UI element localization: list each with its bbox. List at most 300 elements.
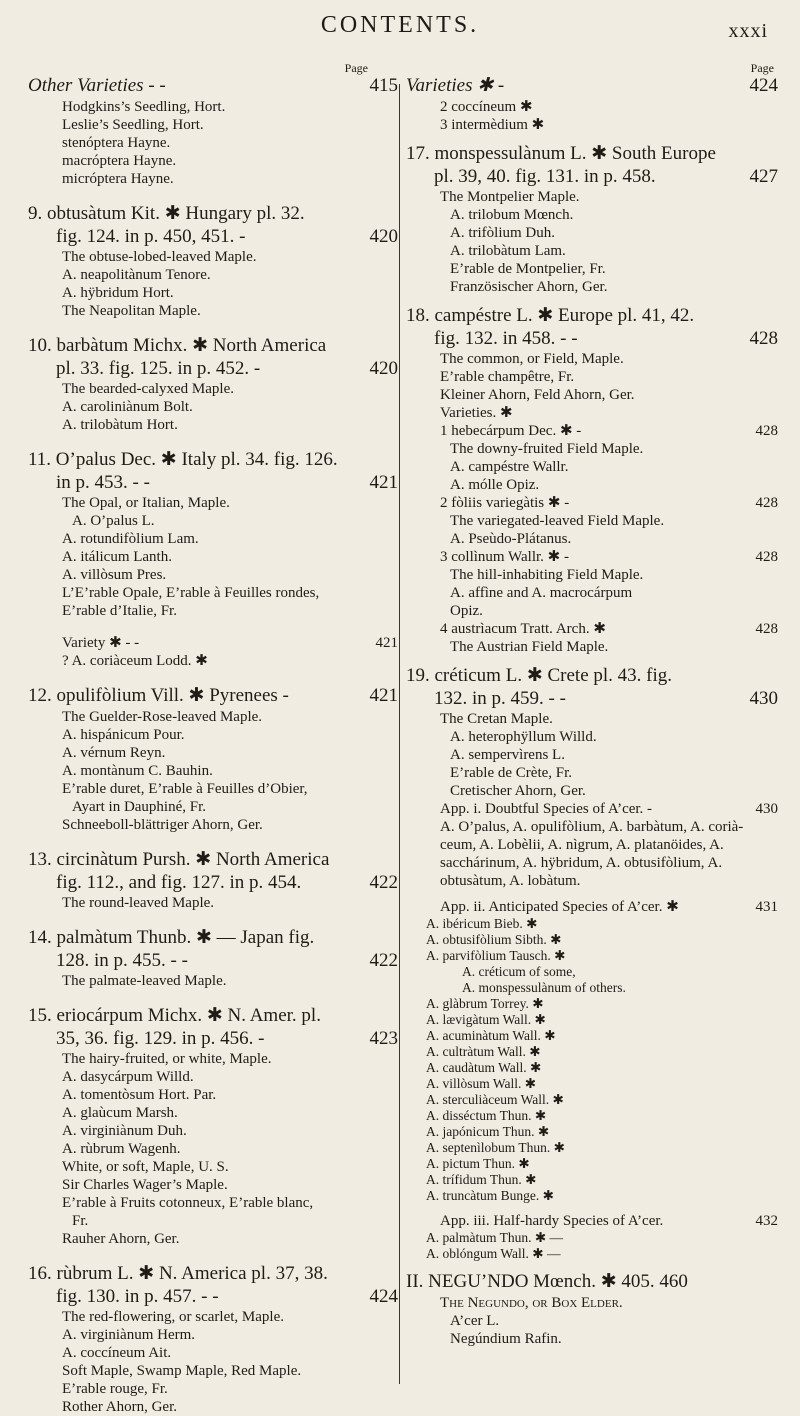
entry-line xyxy=(406,98,778,116)
entry-line xyxy=(28,1194,398,1212)
entry-line xyxy=(406,368,778,386)
entry-line xyxy=(406,1172,778,1188)
entry-text: Rother Ahorn, Ger. xyxy=(62,1399,177,1415)
entry-page-number: 431 xyxy=(755,899,778,915)
entry-line xyxy=(28,1326,398,1344)
entry-text: Hodgkins’s Seedling, Hort. xyxy=(62,99,226,115)
entry-text: A. dasycárpum Willd. xyxy=(62,1069,194,1085)
entry-text: pl. 39, 40. fig. 131. in p. 458. xyxy=(434,166,656,187)
entry-text: A. trilobum Mœnch. xyxy=(450,207,574,223)
entry-text: Other Varieties - - xyxy=(28,75,166,96)
entry-page-number: 420 xyxy=(369,226,398,247)
entry-line xyxy=(28,744,398,762)
entry-text: micróptera Hayne. xyxy=(62,171,174,187)
entry-line xyxy=(406,996,778,1012)
entry-line xyxy=(406,764,778,782)
entry-text: A. créticum of some, xyxy=(462,964,576,979)
entry-line xyxy=(28,1050,398,1068)
entry-text: 1 hebecárpum Dec. ✱ - xyxy=(440,423,582,439)
entry-line xyxy=(28,74,398,98)
entry-line xyxy=(406,1294,778,1312)
entry-text: A. hispánicum Pour. xyxy=(62,727,185,743)
entry-line xyxy=(28,708,398,726)
entry-line xyxy=(406,476,778,494)
entry-text: 3 intermèdium ✱ xyxy=(440,117,545,133)
entry-line xyxy=(28,1344,398,1362)
entry-line xyxy=(406,818,778,836)
entry-line xyxy=(406,142,778,166)
entry-line xyxy=(28,848,398,872)
entry-text: Französischer Ahorn, Ger. xyxy=(450,279,608,295)
entry-text: fig. 132. in 458. - - xyxy=(434,328,578,349)
entry-line xyxy=(28,816,398,834)
entry-line xyxy=(406,206,778,224)
entry-line xyxy=(406,404,778,422)
entry-line xyxy=(406,584,778,602)
entry-text: The variegated-leaved Field Maple. xyxy=(450,513,665,529)
entry-text: A. villòsum Pres. xyxy=(62,567,167,583)
entry-line xyxy=(406,1076,778,1092)
entry-text: Fr. xyxy=(72,1213,89,1229)
entry-text: 2 coccíneum ✱ xyxy=(440,99,533,115)
entry-line xyxy=(406,530,778,548)
entry-text: Varieties. ✱ xyxy=(440,405,513,421)
entry-page-number: 428 xyxy=(749,328,778,349)
entry-line xyxy=(406,74,778,98)
entry-line xyxy=(28,226,398,248)
entry-line xyxy=(406,664,778,688)
entry-line xyxy=(28,1158,398,1176)
entry-text: A. affìne and A. macrocárpum xyxy=(450,585,633,601)
entry-line xyxy=(28,894,398,912)
entry-line xyxy=(28,152,398,170)
entry-text: The Guelder-Rose-leaved Maple. xyxy=(62,709,263,725)
entry-line xyxy=(28,1308,398,1326)
spacer xyxy=(28,620,398,634)
entry-line xyxy=(406,1312,778,1330)
entry-page-number: 421 xyxy=(369,472,398,493)
entry-text: A. O’palus, A. opulifòlium, A. barbàtum, A. corià- xyxy=(440,819,744,835)
entry-line xyxy=(28,950,398,972)
entry-line xyxy=(406,278,778,296)
entry-text: A. disséctum Thun. ✱ xyxy=(426,1108,547,1123)
entry-text: 16. rùbrum L. ✱ N. America pl. 37, 38. xyxy=(28,1263,328,1284)
entry-line xyxy=(406,1230,778,1246)
entry-page-number: 430 xyxy=(749,688,778,709)
spacer xyxy=(406,134,778,142)
entry-text: The Montpelier Maple. xyxy=(440,189,580,205)
entry-text: 10. barbàtum Michx. ✱ North America xyxy=(28,335,327,356)
entry-text: 15. eriocárpum Michx. ✱ N. Amer. pl. xyxy=(28,1005,321,1026)
entry-line xyxy=(406,224,778,242)
entry-line xyxy=(28,1380,398,1398)
entry-line xyxy=(406,1246,778,1262)
entry-text: fig. 124. in p. 450, 451. - xyxy=(56,226,246,247)
entry-line xyxy=(406,932,778,948)
entry-line xyxy=(28,494,398,512)
entry-line xyxy=(406,710,778,728)
entry-line xyxy=(406,566,778,584)
entry-text: App. iii. Half-hardy Species of A’cer. xyxy=(440,1213,664,1229)
entry-line xyxy=(406,1330,778,1348)
entry-text: A. heterophÿllum Willd. xyxy=(450,729,597,745)
entry-line xyxy=(406,1012,778,1028)
entry-line xyxy=(28,1176,398,1194)
entry-text: 11. O’palus Dec. ✱ Italy pl. 34. fig. 126. xyxy=(28,449,338,470)
entry-line xyxy=(406,688,778,710)
entry-text: A. acuminàtum Wall. ✱ xyxy=(426,1028,556,1043)
entry-line xyxy=(28,652,398,670)
entry-text: The Austrian Field Maple. xyxy=(450,639,609,655)
entry-line xyxy=(28,972,398,990)
spacer xyxy=(406,1204,778,1212)
entry-line xyxy=(28,1004,398,1028)
entry-text: 128. in p. 455. - - xyxy=(56,950,188,971)
entry-line xyxy=(28,1262,398,1286)
entry-text: 19. créticum L. ✱ Crete pl. 43. fig. xyxy=(406,665,673,686)
entry-line xyxy=(406,1124,778,1140)
entry-text: A. glaùcum Marsh. xyxy=(62,1105,178,1121)
entry-text: Cretischer Ahorn, Ger. xyxy=(450,783,586,799)
entry-line xyxy=(28,1230,398,1248)
entry-line xyxy=(28,416,398,434)
entry-text: Variety ✱ - - xyxy=(62,635,140,651)
entry-line xyxy=(28,284,398,302)
entry-page-number: 432 xyxy=(755,1213,778,1229)
entry-text: in p. 453. - - xyxy=(56,472,150,493)
entry-line xyxy=(406,386,778,404)
entry-line xyxy=(28,926,398,950)
entry-text: The red-flowering, or scarlet, Maple. xyxy=(62,1309,284,1325)
entry-line xyxy=(28,248,398,266)
entry-line xyxy=(406,1028,778,1044)
entry-line xyxy=(28,1398,398,1416)
entry-line xyxy=(28,548,398,566)
entry-line xyxy=(28,334,398,358)
right-column xyxy=(406,62,778,1348)
entry-text: A. tomentòsum Hort. Par. xyxy=(62,1087,217,1103)
entry-line xyxy=(406,422,778,440)
entry-line xyxy=(28,530,398,548)
entry-text: A. oblóngum Wall. ✱ — xyxy=(426,1246,561,1261)
entry-line xyxy=(406,458,778,476)
spacer xyxy=(28,434,398,448)
entry-text: Leslie’s Seedling, Hort. xyxy=(62,117,204,133)
entry-text: A. lævigàtum Wall. ✱ xyxy=(426,1012,546,1027)
entry-text: The Neapolitan Maple. xyxy=(62,303,201,319)
entry-line xyxy=(28,380,398,398)
spacer xyxy=(28,1248,398,1262)
entry-text: Kleiner Ahorn, Feld Ahorn, Ger. xyxy=(440,387,635,403)
entry-text: A. neapolitànum Tenore. xyxy=(62,267,211,283)
entry-text: macróptera Hayne. xyxy=(62,153,177,169)
entry-text: The hairy-fruited, or white, Maple. xyxy=(62,1051,272,1067)
entry-text: A. trífidum Thun. ✱ xyxy=(426,1172,537,1187)
entry-text: A. mólle Opiz. xyxy=(450,477,540,493)
entry-text: Rauher Ahorn, Ger. xyxy=(62,1231,180,1247)
entry-text: The Cretan Maple. xyxy=(440,711,553,727)
entry-line xyxy=(28,302,398,320)
entry-line xyxy=(406,260,778,278)
entry-page-number: 428 xyxy=(755,423,778,439)
entry-line xyxy=(28,762,398,780)
entry-line xyxy=(28,1028,398,1050)
entry-text: A. vérnum Reyn. xyxy=(62,745,166,761)
entry-text: The hill-inhabiting Field Maple. xyxy=(450,567,644,583)
entry-line xyxy=(28,116,398,134)
entry-line xyxy=(28,726,398,744)
entry-text: 14. palmàtum Thunb. ✱ — Japan fig. xyxy=(28,927,315,948)
entry-text: A. itálicum Lanth. xyxy=(62,549,172,565)
entry-text: A. coccíneum Ait. xyxy=(62,1345,172,1361)
entry-text: A. trilobàtum Lam. xyxy=(450,243,566,259)
entry-text: 4 austrìacum Tratt. Arch. ✱ xyxy=(440,621,606,637)
entry-text: The downy-fruited Field Maple. xyxy=(450,441,644,457)
left-entries xyxy=(28,74,398,1416)
spacer xyxy=(406,1262,778,1270)
entry-text: 132. in p. 459. - - xyxy=(434,688,566,709)
entry-text: The bearded-calyxed Maple. xyxy=(62,381,234,397)
entry-text: A. pictum Thun. ✱ xyxy=(426,1156,530,1171)
spacer xyxy=(28,912,398,926)
entry-text: pl. 33. fig. 125. in p. 452. - xyxy=(56,358,261,379)
entry-line xyxy=(406,494,778,512)
entry-line xyxy=(406,602,778,620)
spacer xyxy=(406,890,778,898)
entry-page-number: 427 xyxy=(749,166,778,187)
entry-line xyxy=(28,170,398,188)
entry-text: App. i. Doubtful Species of A’cer. - xyxy=(440,801,653,817)
entry-line xyxy=(406,1060,778,1076)
entry-line xyxy=(406,746,778,764)
entry-text: A. ibéricum Bieb. ✱ xyxy=(426,916,538,931)
entry-line xyxy=(406,782,778,800)
entry-line xyxy=(28,448,398,472)
entry-text: A. rùbrum Wagenh. xyxy=(62,1141,181,1157)
entry-line xyxy=(406,1140,778,1156)
entry-line xyxy=(28,1068,398,1086)
entry-text: A. palmàtum Thun. ✱ — xyxy=(426,1230,564,1245)
entry-text: The Opal, or Italian, Maple. xyxy=(62,495,230,511)
entry-text: 13. circinàtum Pursh. ✱ North America xyxy=(28,849,330,870)
entry-line xyxy=(406,548,778,566)
entry-text: Negúndium Rafin. xyxy=(450,1331,562,1347)
entry-line xyxy=(406,350,778,368)
spacer xyxy=(28,188,398,202)
entry-line xyxy=(406,800,778,818)
entry-text: The common, or Field, Maple. xyxy=(440,351,624,367)
entry-text: A. trifòlium Duh. xyxy=(450,225,555,241)
entry-line xyxy=(28,684,398,708)
page-number: xxxi xyxy=(728,20,768,42)
entry-line xyxy=(28,1086,398,1104)
entry-text: ceum, A. Lobèlii, A. nìgrum, A. platanöides, A. xyxy=(440,837,724,853)
entry-line xyxy=(28,398,398,416)
spacer xyxy=(28,834,398,848)
entry-line xyxy=(28,472,398,494)
entry-page-number: 422 xyxy=(369,872,398,893)
entry-line xyxy=(406,1108,778,1124)
entry-text: E’rable à Fruits cotonneux, E’rable blanc, xyxy=(62,1195,314,1211)
spacer xyxy=(406,296,778,304)
entry-text: A. caudàtum Wall. ✱ xyxy=(426,1060,542,1075)
entry-text: stenóptera Hayne. xyxy=(62,135,171,151)
entry-line xyxy=(28,1140,398,1158)
entry-text: A. Pseùdo-Plátanus. xyxy=(450,531,572,547)
entry-page-number: 423 xyxy=(369,1028,398,1049)
entry-text: Sir Charles Wager’s Maple. xyxy=(62,1177,228,1193)
entry-page-number: 424 xyxy=(369,1286,398,1307)
entry-line xyxy=(28,1212,398,1230)
entry-line xyxy=(406,166,778,188)
entry-line xyxy=(28,134,398,152)
entry-line xyxy=(406,898,778,916)
entry-text: White, or soft, Maple, U. S. xyxy=(62,1159,229,1175)
entry-text: App. ii. Anticipated Species of A’cer. ✱ xyxy=(440,899,679,915)
entry-text: A. virginiànum Herm. xyxy=(62,1327,196,1343)
entry-page-number: 428 xyxy=(755,549,778,565)
entry-text: The obtuse-lobed-leaved Maple. xyxy=(62,249,257,265)
entry-line xyxy=(28,1362,398,1380)
entry-line xyxy=(406,242,778,260)
entry-text: II. NEGU’NDO Mœnch. ✱ 405. 460 xyxy=(406,1271,688,1292)
entry-text: Opiz. xyxy=(450,603,483,619)
entry-text: A. monspessulànum of others. xyxy=(462,980,626,995)
entry-line xyxy=(28,266,398,284)
entry-text: A. cultràtum Wall. ✱ xyxy=(426,1044,541,1059)
entry-line xyxy=(406,188,778,206)
entry-text: A. villòsum Wall. ✱ xyxy=(426,1076,537,1091)
entry-line xyxy=(406,728,778,746)
entry-text: A. campéstre Wallr. xyxy=(450,459,569,475)
entry-page-number: 420 xyxy=(369,358,398,379)
entry-text: A. sempervìrens L. xyxy=(450,747,565,763)
entry-text: The round-leaved Maple. xyxy=(62,895,215,911)
entry-line xyxy=(406,512,778,530)
entry-text: Soft Maple, Swamp Maple, Red Maple. xyxy=(62,1363,302,1379)
spacer xyxy=(28,670,398,684)
entry-text: Varieties ✱ - xyxy=(406,75,505,96)
entry-line xyxy=(28,798,398,816)
entry-text: A. japónicum Thun. ✱ xyxy=(426,1124,550,1139)
entry-text: A. caroliniànum Bolt. xyxy=(62,399,193,415)
page-title: CONTENTS. xyxy=(320,12,480,38)
entry-text: 2 fòliis variegàtis ✱ - xyxy=(440,495,570,511)
entry-text: A. septenìlobum Thun. ✱ xyxy=(426,1140,565,1155)
entry-line xyxy=(406,964,778,980)
entry-line xyxy=(406,1092,778,1108)
entry-line xyxy=(406,1212,778,1230)
entry-page-number: 422 xyxy=(369,950,398,971)
spacer xyxy=(406,656,778,664)
entry-text: 17. monspessulànum L. ✱ South Europe xyxy=(406,143,716,164)
entry-text: A. hÿbridum Hort. xyxy=(62,285,174,301)
entry-text: A. glàbrum Torrey. ✱ xyxy=(426,996,544,1011)
entry-line xyxy=(28,358,398,380)
entry-text: The palmate-leaved Maple. xyxy=(62,973,227,989)
entry-text: 35, 36. fig. 129. in p. 456. - xyxy=(56,1028,265,1049)
entry-text: ? A. coriàceum Lodd. ✱ xyxy=(62,653,208,669)
entry-text: sacchárinum, A. hÿbridum, A. obtusifòlium, A. xyxy=(440,855,723,871)
spacer xyxy=(28,320,398,334)
entry-text: A. parvifòlium Tausch. ✱ xyxy=(426,948,566,963)
entry-line xyxy=(28,202,398,226)
entry-text: A. montànum C. Bauhin. xyxy=(62,763,213,779)
entry-text: 9. obtusàtum Kit. ✱ Hungary pl. 32. xyxy=(28,203,305,224)
entry-line xyxy=(28,1122,398,1140)
entry-line xyxy=(406,304,778,328)
entry-line xyxy=(406,948,778,964)
entry-text: L’E’rable Opale, E’rable à Feuilles rondes, xyxy=(62,585,320,601)
entry-text: 3 collìnum Wallr. ✱ - xyxy=(440,549,569,565)
entry-line xyxy=(28,780,398,798)
entry-text: E’rable de Montpelier, Fr. xyxy=(450,261,606,277)
entry-page-number: 421 xyxy=(375,635,398,651)
entry-line xyxy=(406,1188,778,1204)
entry-line xyxy=(28,634,398,652)
entry-page-number: 430 xyxy=(755,801,778,817)
entry-text: obtusàtum, A. lobàtum. xyxy=(440,873,581,889)
entry-text: A’cer L. xyxy=(450,1313,500,1329)
left-column xyxy=(28,62,398,1416)
entry-line xyxy=(406,854,778,872)
entry-text: A. obtusifòlium Sibth. ✱ xyxy=(426,932,562,947)
entry-line xyxy=(28,1104,398,1122)
entry-text: A. rotundifòlium Lam. xyxy=(62,531,199,547)
entry-line xyxy=(406,872,778,890)
entry-text: E’rable de Crète, Fr. xyxy=(450,765,573,781)
entry-text: The Negundo, or Box Elder. xyxy=(440,1295,623,1311)
entry-text: E’rable rouge, Fr. xyxy=(62,1381,168,1397)
entry-line xyxy=(28,872,398,894)
entry-text: Schneeboll-blättriger Ahorn, Ger. xyxy=(62,817,263,833)
entry-line xyxy=(406,620,778,638)
entry-line xyxy=(28,602,398,620)
entry-line xyxy=(406,836,778,854)
entry-line xyxy=(406,916,778,932)
entry-text: Ayart in Dauphiné, Fr. xyxy=(72,799,207,815)
entry-text: 18. campéstre L. ✱ Europe pl. 41, 42. xyxy=(406,305,695,326)
entry-page-number: 415 xyxy=(369,75,398,96)
entry-line xyxy=(406,440,778,458)
entry-line xyxy=(28,566,398,584)
entry-line xyxy=(406,328,778,350)
entry-text: A. truncàtum Bunge. ✱ xyxy=(426,1188,554,1203)
entry-page-number: 428 xyxy=(755,495,778,511)
entry-text: fig. 130. in p. 457. - - xyxy=(56,1286,219,1307)
left-page-label: Page xyxy=(344,61,368,75)
entry-line xyxy=(406,1044,778,1060)
column-divider xyxy=(399,84,400,1384)
entry-line xyxy=(28,512,398,530)
entry-page-number: 421 xyxy=(369,685,398,706)
entry-text: A. trilobàtum Hort. xyxy=(62,417,178,433)
entry-line xyxy=(406,1156,778,1172)
entry-line xyxy=(28,98,398,116)
entry-page-number: 424 xyxy=(749,75,778,96)
right-entries xyxy=(406,74,778,1348)
entry-line xyxy=(406,116,778,134)
entry-text: 12. opulifòlium Vill. ✱ Pyrenees - xyxy=(28,685,289,706)
entry-line xyxy=(406,1270,778,1294)
entry-line xyxy=(28,1286,398,1308)
entry-line xyxy=(406,980,778,996)
entry-page-number: 428 xyxy=(755,621,778,637)
entry-text: E’rable champêtre, Fr. xyxy=(440,369,575,385)
right-page-label: Page xyxy=(750,61,774,75)
entry-text: A. virginiànum Duh. xyxy=(62,1123,187,1139)
entry-text: E’rable duret, E’rable à Feuilles d’Obier, xyxy=(62,781,308,797)
